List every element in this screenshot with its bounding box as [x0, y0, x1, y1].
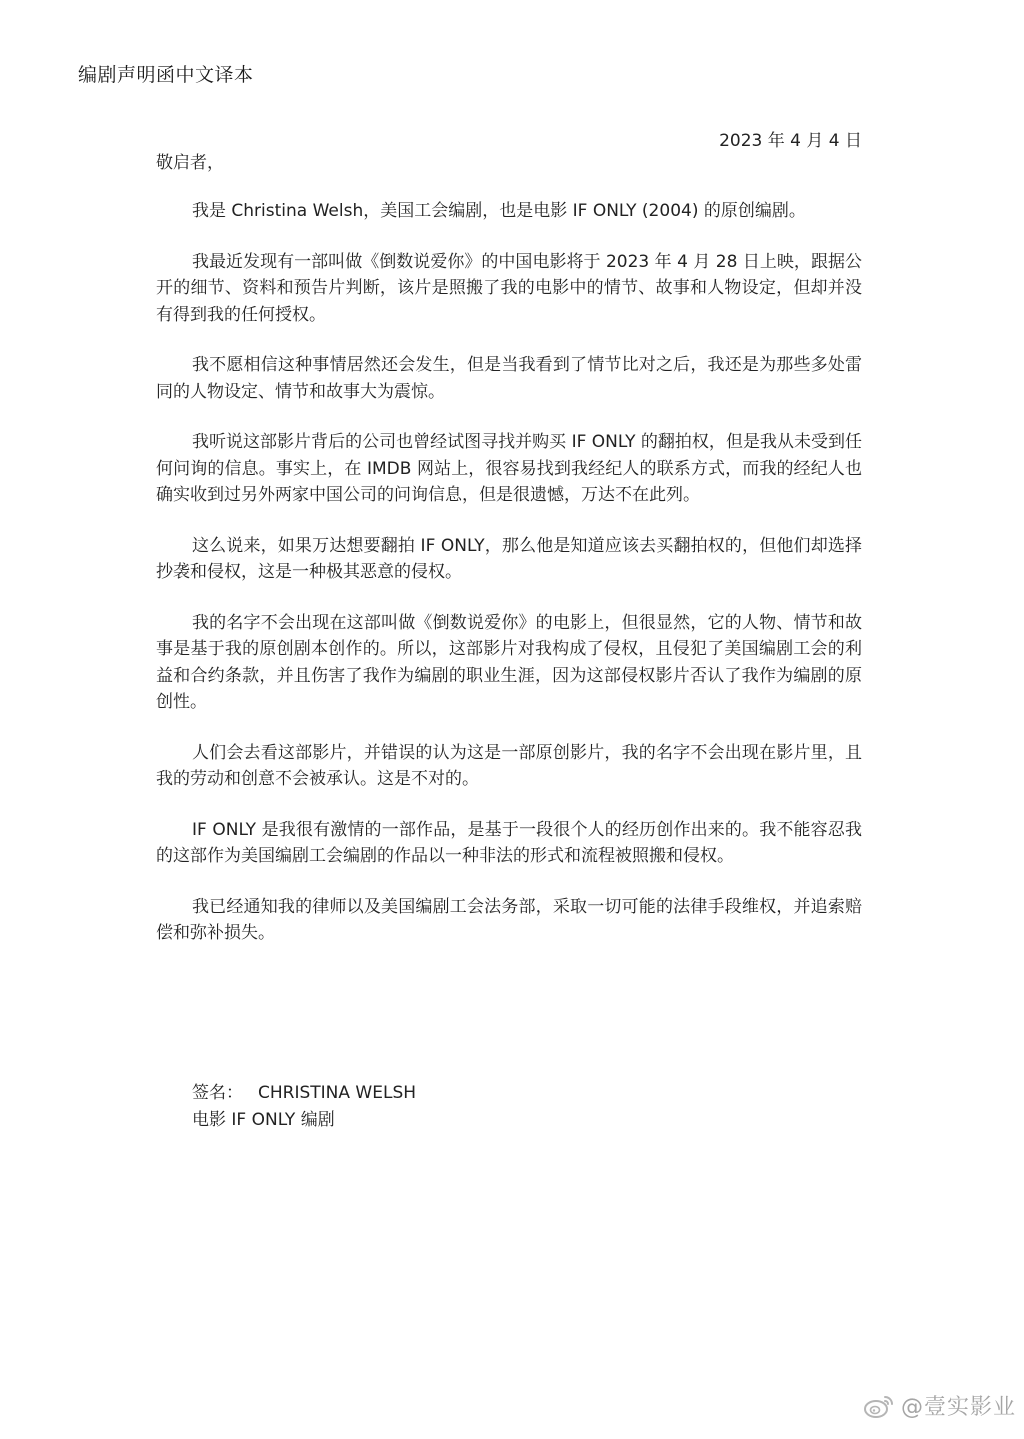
letter-date: 2023 年 4 月 4 日 [719, 131, 862, 151]
signature-role: 电影 IF ONLY 编剧 [192, 1110, 335, 1130]
paragraph-3: 我不愿相信这种事情居然还会发生，但是当我看到了情节比对之后，我还是为那些多处雷同的人物设定、情节和故事大为震惊。 [156, 355, 862, 402]
paragraph-5: 这么说来，如果万达想要翻拍 IF ONLY，那么他是知道应该去买翻拍权的，但他们却选择抄袭和侵权，这是一种极其恶意的侵权。 [156, 535, 862, 582]
signature-block [192, 1080, 416, 1134]
paragraph-2: 我最近发现有一部叫做《倒数说爱你》的中国电影将于 2023 年 4 月 28 日上映，跟据公开的细节、资料和预告片判断，该片是照搬了我的电影中的情节、故事和人物设定，但却并没有得到我的任何授权。 [156, 251, 862, 325]
watermark-text: @壹实影业 [900, 1395, 1016, 1420]
paragraph-7: 人们会去看这部影片，并错误的认为这是一部原创影片，我的名字不会出现在影片里，且我的劳动和创意不会被承认。这是不对的。 [156, 742, 862, 789]
weibo-icon [863, 1393, 895, 1419]
document-title: 编剧声明函中文译本 [78, 64, 254, 86]
paragraph-4: 我听说这部影片背后的公司也曾经试图寻找并购买 IF ONLY 的翻拍权，但是我从未受到任何问询的信息。事实上，在 IMDB 网站上，很容易找到我经纪人的联系方式，而我的经纪人也确实收到过另外两家中国公司的问询信息，但是很遗憾，万达不在此列。 [156, 432, 862, 505]
salutation: 敬启者， [156, 153, 224, 173]
signature-label: 签名： [192, 1083, 243, 1103]
paragraph-9: 我已经通知我的律师以及美国编剧工会法务部，采取一切可能的法律手段维权，并追索赔偿和弥补损失。 [156, 896, 862, 943]
signature-line [192, 1080, 416, 1107]
signature-name: CHRISTINA WELSH [258, 1083, 417, 1103]
paragraph-6: 我的名字不会出现在这部叫做《倒数说爱你》的电影上，但很显然，它的人物、情节和故事是基于我的原创剧本创作的。所以，这部影片对我构成了侵权，且侵犯了美国编剧工会的利益和合约条款，并且伤害了我作为编剧的职业生涯，因为这部侵权影片否认了我作为编剧的原创性。 [156, 612, 862, 712]
letter-body [156, 150, 862, 971]
paragraph-8: IF ONLY 是我很有激情的一部作品，是基于一段很个人的经历创作出来的。我不能容忍我的这部作为美国编剧工会编剧的作品以一种非法的形式和流程被照搬和侵权。 [156, 819, 862, 866]
paragraph-1: 我是 Christina Welsh，美国工会编剧，也是电影 IF ONLY (2004) 的原创编剧。 [192, 201, 806, 221]
watermark [863, 1390, 1016, 1421]
